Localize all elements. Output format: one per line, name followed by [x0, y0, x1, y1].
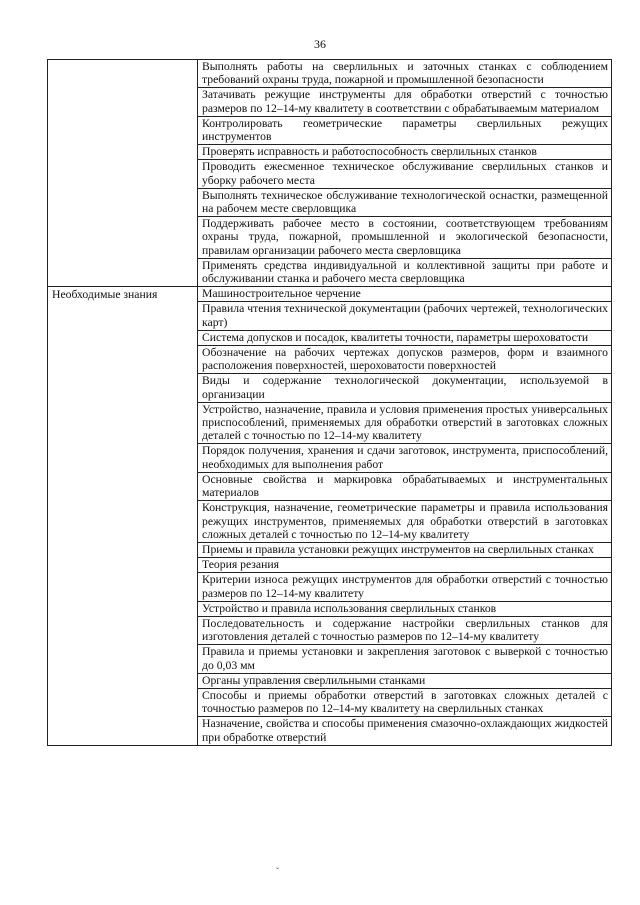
knowledge-cell: Основные свойства и маркировка обрабатываемых и инструментальных материалов: [198, 472, 612, 500]
skill-cell: Проводить ежесменное техническое обслуживание сверлильных станков и уборку рабочего места: [198, 160, 612, 188]
knowledge-cell: Правила чтения технической документации (рабочих чертежей, технологических карт): [198, 302, 612, 330]
skill-cell: Проверять исправность и работоспособность сверлильных станков: [198, 145, 612, 160]
knowledge-cell: Конструкция, назначение, геометрические параметры и правила использования режущих инструментов, применяемых для обработки отверстий в заготовках сложных деталей с точностью по 12–14-му квалитету: [198, 501, 612, 543]
knowledge-cell: Способы и приемы обработки отверстий в заготовках сложных деталей с точностью размеров по 12–14-му квалитету на сверлильных станках: [198, 688, 612, 716]
competency-table: [47, 59, 612, 746]
skills-label-cell: [48, 60, 198, 287]
knowledge-cell: Устройство, назначение, правила и условия применения простых универсальных приспособлений, применяемых для обработки отверстий в заготовках сложных деталей с точностью по 12–14-му квалитету: [198, 402, 612, 444]
skill-cell: Контролировать геометрические параметры сверлильных режущих инструментов: [198, 116, 612, 144]
knowledge-label: Необходимые знания: [52, 288, 158, 302]
knowledge-cell: Теория резания: [198, 558, 612, 573]
table-row: [48, 287, 612, 302]
knowledge-cell: Система допусков и посадок, квалитеты точности, параметры шероховатости: [198, 330, 612, 345]
skill-cell: Затачивать режущие инструменты для обработки отверстий с точностью размеров по 12–14-му квалитету в соответствии с обрабатываемым материалом: [198, 88, 612, 116]
knowledge-cell: Приемы и правила установки режущих инструментов на сверлильных станках: [198, 542, 612, 557]
knowledge-cell: Назначение, свойства и способы применения смазочно-охлаждающих жидкостей при обработке отверстий: [198, 717, 612, 745]
knowledge-label-cell: [48, 287, 198, 746]
table-row: [48, 60, 612, 88]
skill-cell: Поддерживать рабочее место в состоянии, соответствующем требованиям охраны труда, пожарной, промышленной и экологической безопасности, правилам организации рабочего места сверловщика: [198, 217, 612, 259]
skill-cell: Применять средства индивидуальной и коллективной защиты при работе и обслуживании станка и рабочего места сверловщика: [198, 258, 612, 286]
knowledge-cell: Машиностроительное черчение: [198, 287, 612, 302]
page-number: 36: [314, 37, 326, 51]
knowledge-cell: Критерии износа режущих инструментов для обработки отверстий с точностью размеров по 12–14-му квалитету: [198, 573, 612, 601]
knowledge-cell: Виды и содержание технологической документации, используемой в организации: [198, 374, 612, 402]
knowledge-cell: Устройство и правила использования сверлильных станков: [198, 601, 612, 616]
knowledge-cell: Правила и приемы установки и закрепления заготовок с выверкой с точностью до 0,03 мм: [198, 645, 612, 673]
knowledge-cell: Органы управления сверлильными станками: [198, 673, 612, 688]
scan-speck: ˇ: [276, 866, 279, 876]
knowledge-cell: Последовательность и содержание настройки сверлильных станков для изготовления деталей с точностью размеров по 12–14-му квалитету: [198, 616, 612, 644]
skill-cell: Выполнять техническое обслуживание технологической оснастки, размещенной на рабочем месте сверловщика: [198, 188, 612, 216]
knowledge-cell: Порядок получения, хранения и сдачи заготовок, инструмента, приспособлений, необходимых для выполнения работ: [198, 444, 612, 472]
knowledge-cell: Обозначение на рабочих чертежах допусков размеров, форм и взаимного расположения поверхностей, шероховатости поверхностей: [198, 346, 612, 374]
skill-cell: Выполнять работы на сверлильных и заточных станках с соблюдением требований охраны труда, пожарной и промышленной безопасности: [198, 60, 612, 88]
